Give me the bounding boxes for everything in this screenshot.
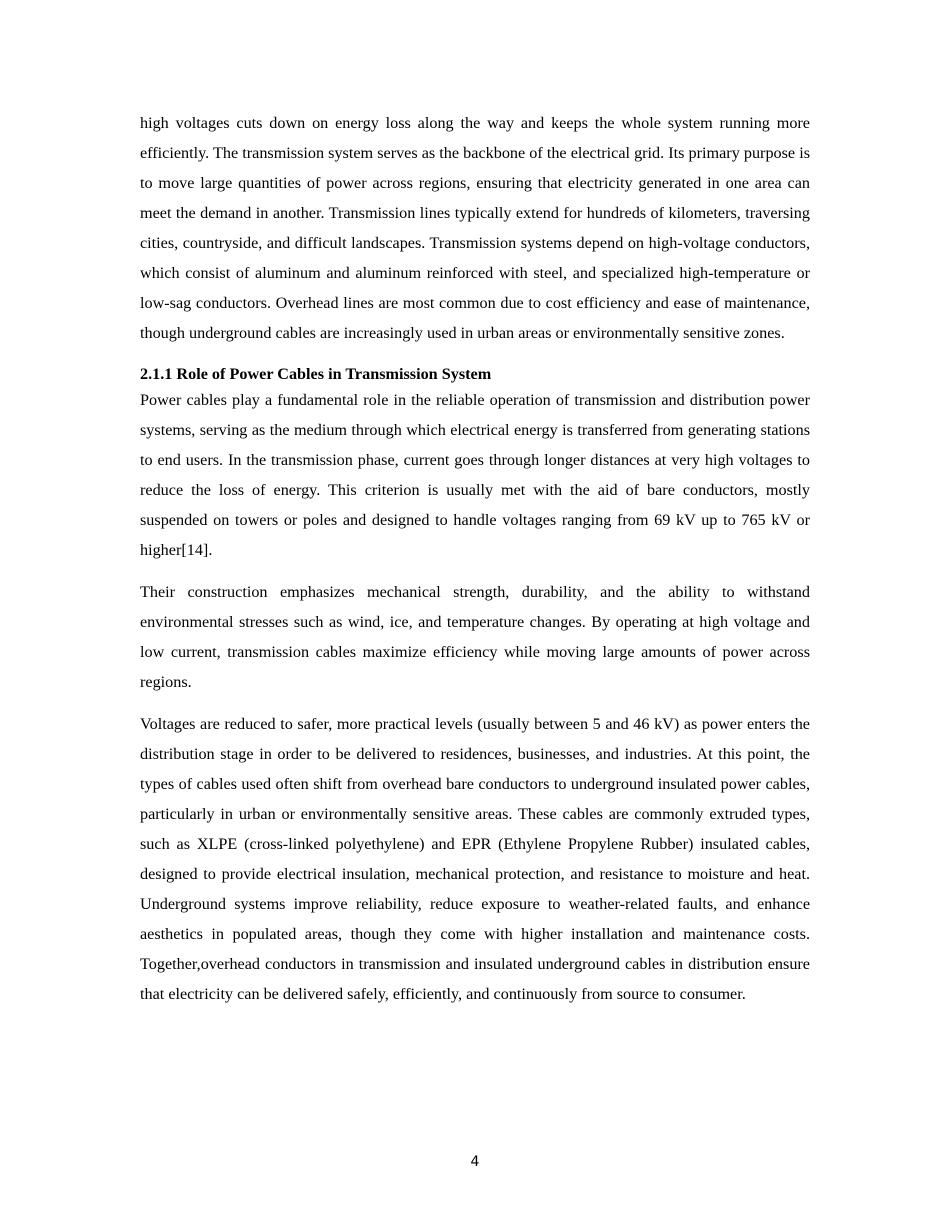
- section-heading: 2.1.1 Role of Power Cables in Transmission System: [140, 365, 492, 383]
- page-body: [140, 108, 810, 1009]
- section-paragraph-2: Their construction emphasizes mechanical strength, durability, and the ability to withstand environmental stresses such as wind, ice, and temperature changes. By operating at high voltage and low current, transmission cables maximize efficiency while moving large amounts of power across regions.: [140, 583, 810, 691]
- page-number: 4: [470, 1154, 480, 1170]
- section-paragraph-3: Voltages are reduced to safer, more practical levels (usually between 5 and 46 kV) as power enters the distribution stage in order to be delivered to residences, businesses, and industries. At this point, the types of cables used often shift from overhead bare conductors to underground insulated power cables, particularly in urban or environmentally sensitive areas. These cables are commonly extruded types, such as XLPE (cross-linked polyethylene) and EPR (Ethylene Propylene Rubber) insulated cables, designed to provide electrical insulation, mechanical protection, and resistance to moisture and heat. Underground systems improve reliability, reduce exposure to weather-related faults, and enhance aesthetics in populated areas, though they come with higher installation and maintenance costs. Together,overhead conductors in transmission and insulated underground cables in distribution ensure that electricity can be delivered safely, efficiently, and continuously from source to consumer.: [140, 715, 810, 1003]
- section-paragraph-1: Power cables play a fundamental role in the reliable operation of transmission and distribution power systems, serving as the medium through which electrical energy is transferred from generating stations to end users. In the transmission phase, current goes through longer distances at very high voltages to reduce the loss of energy. This criterion is usually met with the aid of bare conductors, mostly suspended on towers or poles and designed to handle voltages ranging from 69 kV up to 765 kV or higher[14].: [140, 391, 810, 559]
- intro-paragraph: high voltages cuts down on energy loss along the way and keeps the whole system running more efficiently. The transmission system serves as the backbone of the electrical grid. Its primary purpose is to move large quantities of power across regions, ensuring that electricity generated in one area can meet the demand in another. Transmission lines typically extend for hundreds of kilometers, traversing cities, countryside, and difficult landscapes. Transmission systems depend on high-voltage conductors, which consist of aluminum and aluminum reinforced with steel, and specialized high-temperature or low-sag conductors. Overhead lines are most common due to cost efficiency and ease of maintenance, though underground cables are increasingly used in urban areas or environmentally sensitive zones.: [140, 114, 810, 342]
